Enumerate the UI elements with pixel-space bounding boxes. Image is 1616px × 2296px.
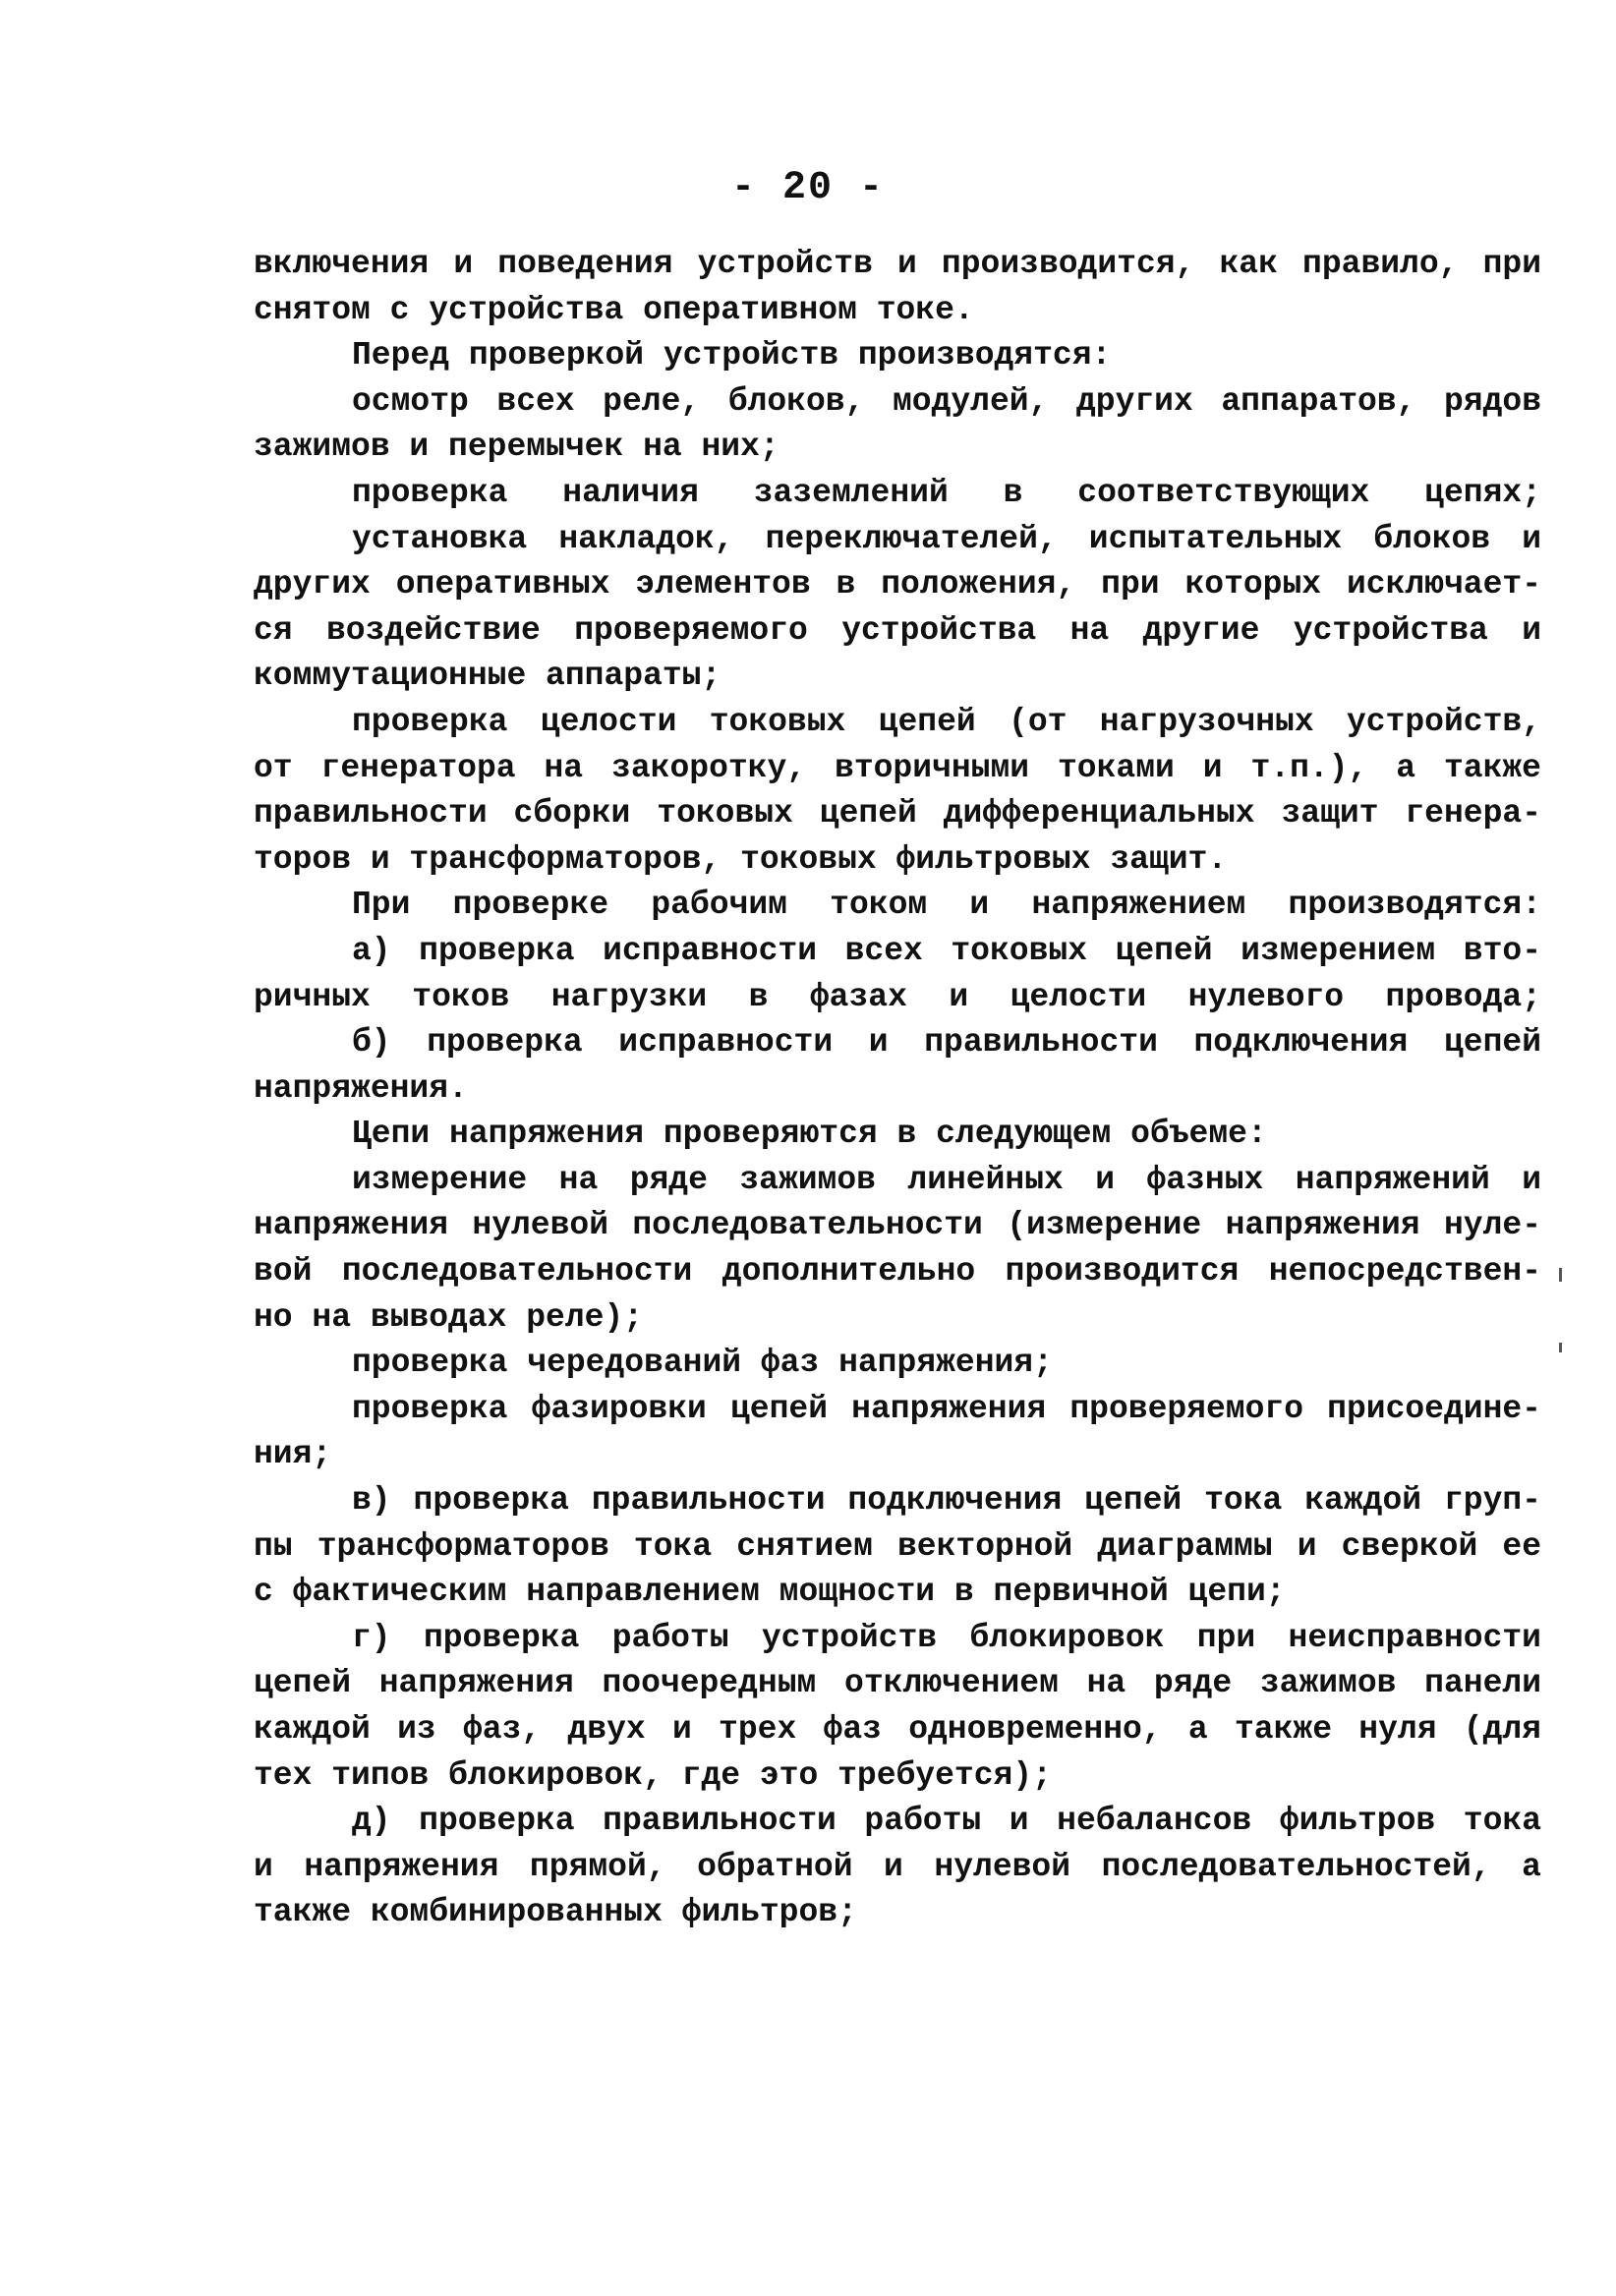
text-line: напряжения. (254, 1069, 468, 1107)
text-line: д) проверка правильности работы и небалансов фильтров тока (352, 1803, 1541, 1840)
text-line: пы трансформаторов тока снятием векторной диаграммы и сверкой ее (254, 1527, 1541, 1565)
text-line: установка накладок, переключателей, испытательных блоков и (352, 520, 1541, 557)
text-line: включения и поведения устройств и производится, как правило, при (254, 246, 1541, 282)
text-line: от генератора на закоротку, вторичными токами и т.п.), а также (254, 749, 1541, 786)
text-line: в) проверка правильности подключения цепей тока каждой груп- (352, 1482, 1541, 1520)
text-line: ся воздействие проверяемого устройства на другие устройства и (254, 611, 1541, 649)
text-line: ния; (254, 1436, 332, 1473)
text-line: осмотр всех реле, блоков, модулей, других аппаратов, рядов (352, 382, 1541, 420)
text-line: проверка фазировки цепей напряжения проверяемого присоедине- (352, 1390, 1541, 1427)
text-line: ричных токов нагрузки в фазах и целости нулевого провода; (254, 978, 1541, 1015)
margin-mark (1559, 1268, 1562, 1282)
text-line: напряжения нулевой последовательности (измерение напряжения нуле- (254, 1207, 1541, 1244)
margin-mark (1559, 1343, 1562, 1352)
text-line: торов и трансформаторов, токовых фильтровых защит. (254, 840, 1228, 878)
text-line: а) проверка исправности всех токовых цепей измерением вто- (352, 932, 1541, 969)
text-line: коммутационные аппараты; (254, 658, 721, 695)
text-line: проверка целости токовых цепей (от нагрузочных устройств, (352, 703, 1541, 740)
text-line: вой последовательности дополнительно производится непосредствен- (254, 1253, 1541, 1291)
text-line: тех типов блокировок, где это требуется); (254, 1756, 1052, 1794)
text-line: других оперативных элементов в положения, при которых исключает- (254, 566, 1541, 603)
text-line: но на выводах реле); (254, 1298, 644, 1336)
text-line: зажимов и перемычек на них; (254, 429, 779, 466)
text-line: также комбинированных фильтров; (254, 1894, 857, 1931)
text-line: с фактическим направлением мощности в первичной цепи; (254, 1574, 1286, 1611)
text-line: Перед проверкой устройств производятся: (352, 337, 1112, 374)
text-line: проверка чередований фаз напряжения; (352, 1345, 1053, 1382)
body-text (254, 242, 1541, 1936)
text-line: снятом с устройства оперативном токе. (254, 291, 974, 328)
text-line: каждой из фаз, двух и трех фаз одновременно, а также нуля (для (254, 1711, 1541, 1748)
text-line: цепей напряжения поочередным отключением на ряде зажимов панели (254, 1665, 1541, 1702)
text-line: Цепи напряжения проверяются в следующем объеме: (352, 1116, 1267, 1153)
text-line: правильности сборки токовых цепей дифференциальных защит генера- (254, 795, 1541, 832)
text-line: проверка наличия заземлений в соответствующих цепях; (352, 474, 1541, 511)
text-line: г) проверка работы устройств блокировок при неисправности (352, 1619, 1541, 1656)
text-line: При проверке рабочим током и напряжением производятся: (352, 887, 1541, 924)
text-line: б) проверка исправности и правильности подключения цепей (352, 1024, 1541, 1062)
text-line: измерение на ряде зажимов линейных и фазных напряжений и (352, 1161, 1541, 1198)
page-number: - 20 - (730, 166, 886, 210)
text-line: и напряжения прямой, обратной и нулевой последовательностей, а (254, 1848, 1541, 1885)
